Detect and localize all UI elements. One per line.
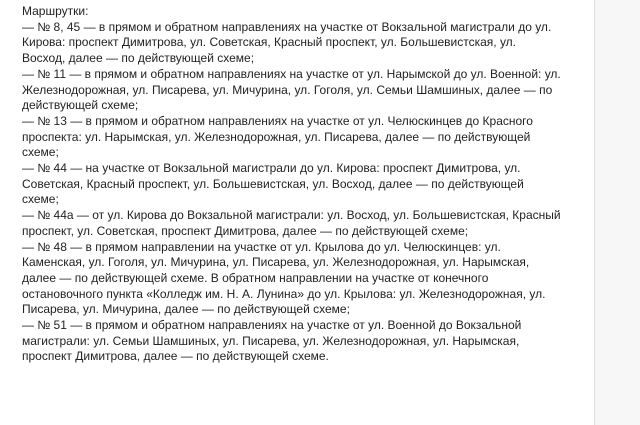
route-item-48: — № 48 — в прямом направлении на участке от ул. Крылова до ул. Челюскинцев: ул. Каменская, ул. Гоголя, ул. Мичурина, ул. Писарева, ул. Железнодорожная, ул. Нарымская, далее — по действующей схеме. В обратном направлении на участке от конечного остановочного пункта «Колледж им. Н. А. Лунина» до ул. Крылова: ул. Железнодорожная, ул. Писарева, ул. Мичурина, далее — по действующей схеме; [22,239,546,317]
route-item-51: — № 51 — в прямом и обратном направлениях на участке от ул. Военной до Вокзальной магистрали: ул. Семьи Шамшиных, ул. Писарева, ул. Железнодорожная, ул. Нарымская, проспект Димитрова, далее — по действующей схеме. [22,318,522,364]
route-item-8-45: — № 8, 45 — в прямом и обратном направлениях на участке от Вокзальной магистрали до ул. Кирова: проспект Димитрова, ул. Советская, Красный проспект, ул. Большевистская, ул. Восход, далее — по действующей схеме; [22,19,552,66]
route-item-13: — № 13 — в прямом и обратном направлениях на участке от ул. Челюскинцев до Красного проспекта: ул. Нарымская, ул. Железнодорожная, ул. Писарева, далее — по действующей схеме; [22,113,533,160]
route-item-11: — № 11 — в прямом и обратном направлениях на участке от ул. Нарымской до ул. Военной: ул. Железнодорожная, ул. Писарева, ул. Мичурина, ул. Гоголя, ул. Семьи Шамшиных, далее — по действующей схеме; [22,66,561,113]
route-item-44: — № 44 — на участке от Вокзальной магистрали до ул. Кирова: проспект Димитрова, ул. Советская, Красный проспект, ул. Большевистская, ул. Восход, далее — по действующей схеме; [22,161,524,207]
section-heading: Маршрутки: [22,4,89,18]
article-body [22,4,562,365]
route-item-44a: — № 44а — от ул. Кирова до Вокзальной магистрали: ул. Восход, ул. Большевистская, Красный проспект, ул. Советская, проспект Димитрова, далее — по действующей схеме; [22,208,561,238]
right-gutter [595,0,640,425]
